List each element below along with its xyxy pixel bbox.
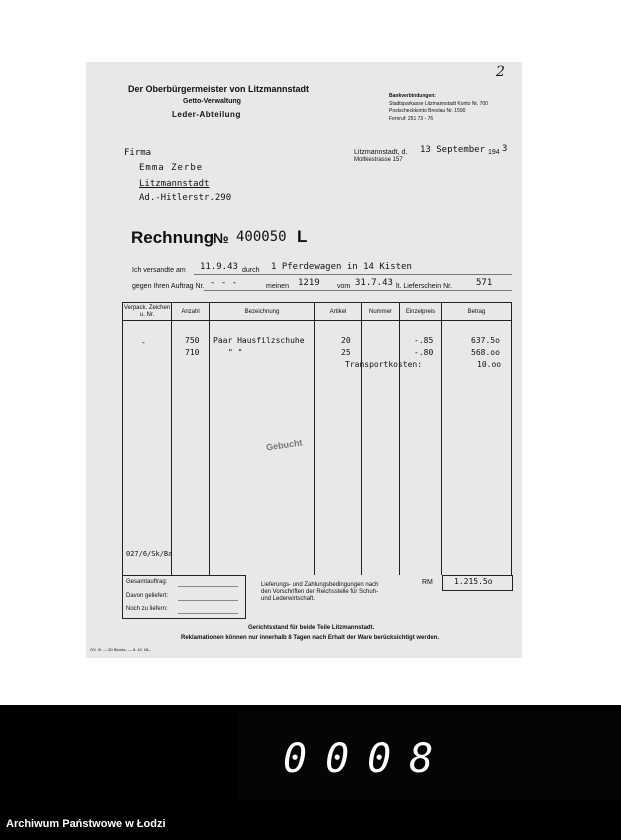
year-prefix: 194: [488, 149, 500, 156]
issuer-title: Der Oberbürgermeister von Litzmannstadt: [128, 84, 310, 94]
liefer-label: lt. Lieferschein Nr.: [396, 283, 453, 290]
liefer-value: 571: [476, 278, 493, 288]
noch-label: Noch zu liefern:: [126, 606, 168, 612]
header-einzelpreis: Einzelpreis: [405, 309, 436, 315]
invoice-document: [86, 62, 522, 658]
vom-value: 31.7.43: [355, 278, 393, 288]
row2-bezeichnung: " ": [228, 348, 243, 357]
noch-rule: [178, 613, 238, 614]
durch-value: 1 Pferdewagen in 14 Kisten: [271, 262, 412, 272]
invoice-date: 13 September: [420, 145, 486, 155]
terms-line-3: und Lederwirtschaft.: [261, 596, 316, 602]
sent-date: 11.9.43: [200, 262, 238, 272]
row2-artikel: 25: [341, 348, 351, 357]
row1-verpack: -: [141, 338, 146, 347]
bank-line-1: Stadtsparkasse Litzmannstadt Konto Nr. 700: [389, 101, 488, 107]
invoice-letter: L: [297, 227, 308, 246]
recipient-firma: Firma: [124, 148, 152, 158]
col-rule-6: [441, 302, 442, 575]
print-code: GV. III. — 50 Blocks. — 8. 42. ML.: [90, 647, 151, 652]
phone: Fernruf: 251 73 - 76: [389, 116, 434, 122]
auftrag-label: gegen Ihren Auftrag Nr.: [132, 283, 205, 290]
col-rule-1: [171, 302, 172, 575]
sent-label: Ich versandte am: [132, 267, 186, 274]
row1-bezeichnung: Paar Hausfilzschuhe: [213, 336, 305, 345]
row1-artikel: 20: [341, 336, 351, 345]
meinen-value: 1219: [298, 278, 320, 288]
transport-label: Transportkosten:: [345, 360, 423, 369]
col-rule-5: [399, 302, 400, 575]
place-label: Litzmannstadt, d.: [354, 149, 408, 156]
col-rule-4: [361, 302, 362, 575]
archive-label: Archiwum Państwowe w Łodzi: [6, 818, 166, 830]
header-artikel: Artikel: [329, 309, 347, 315]
sender-street: Moltkestrasse 157: [354, 157, 403, 163]
col-rule-3: [314, 302, 315, 575]
table-left-rule: [122, 302, 123, 575]
bank-line-2: Postscheckkonto Breslau Nr. 1590: [389, 108, 466, 114]
invoice-no-label: №: [213, 230, 229, 246]
table-right-rule: [511, 302, 512, 575]
durch-label: durch: [242, 267, 260, 274]
davon-rule: [178, 600, 238, 601]
row2-einzelpreis: -.80: [414, 348, 434, 357]
transport-value: 10.oo: [477, 360, 502, 369]
col-rule-2: [209, 302, 210, 575]
terms-line-2: den Vorschriften der Reichsstelle für Schuh-: [261, 589, 379, 595]
header-verpack: Verpack. Zeichen u. Nr.: [123, 305, 171, 318]
terms-line-1: Lieferungs- und Zahlungsbedingungen nach: [261, 582, 379, 588]
currency-label: RM: [422, 579, 433, 586]
frame-counter-digits: 0008: [283, 736, 452, 782]
year-suffix: 3: [502, 144, 508, 154]
invoice-total: 1.215.5o: [454, 577, 493, 586]
sent-underline: [194, 274, 512, 275]
reklamation-note: Reklamationen können nur innerhalb 8 Tagen nach Erhalt der Ware berücksichtigt werden.: [181, 635, 440, 641]
vom-label: vom: [337, 283, 351, 290]
frame-counter-panel: [237, 712, 621, 800]
recipient-street: Ad.-Hitlerstr.290: [139, 193, 232, 203]
page-mark: 2: [496, 64, 505, 80]
invoice-number: 400050: [236, 229, 287, 245]
header-betrag: Betrag: [467, 309, 486, 315]
department-1: Getto-Verwaltung: [183, 98, 241, 105]
row2-betrag: 568.oo: [471, 348, 500, 357]
recipient-name: Emma Zerbe: [139, 163, 204, 173]
meinen-label: meinen: [266, 283, 289, 290]
recipient-city: Litzmannstadt: [139, 179, 210, 189]
department-2: Leder-Abteilung: [172, 110, 241, 119]
header-anzahl: Anzahl: [181, 309, 200, 315]
row1-anzahl: 750: [185, 336, 200, 345]
row1-betrag: 637.5o: [471, 336, 500, 345]
bank-title: Bankverbindungen:: [389, 93, 436, 99]
auftrag-value: - - -: [210, 278, 238, 288]
archive-footer: [0, 812, 621, 840]
davon-label: Davon geliefert:: [126, 593, 169, 599]
gerichtsstand: Gerichtsstand für beide Teile Litzmannstadt.: [248, 625, 375, 631]
gesamt-rule: [178, 586, 238, 587]
table-header-rule: [122, 320, 512, 321]
gesamtauftrag-label: Gesamtauftrag:: [126, 579, 168, 585]
invoice-title: Rechnung: [131, 228, 215, 247]
auftrag-underline: [204, 290, 512, 291]
table-top-rule: [122, 302, 512, 303]
reference-code: 027/6/Sk/Ba: [126, 550, 173, 558]
row2-anzahl: 710: [185, 348, 200, 357]
header-bezeichnung: Bezeichnung: [244, 309, 280, 315]
gebucht-stamp: Gebucht: [265, 437, 304, 453]
row1-einzelpreis: -.85: [414, 336, 434, 345]
header-nummer: Nummer: [368, 309, 392, 315]
